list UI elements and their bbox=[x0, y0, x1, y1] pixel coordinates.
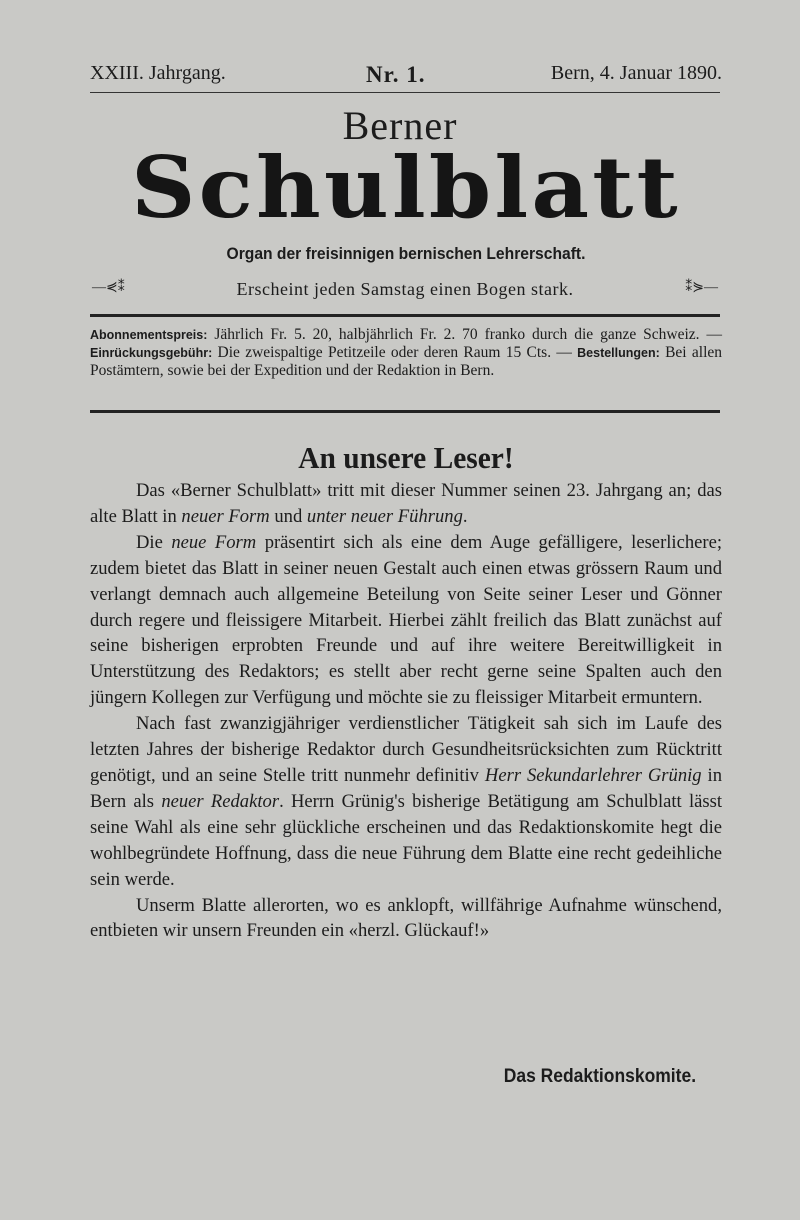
frequency-text: Erscheint jeden Samstag einen Bogen stark. bbox=[236, 279, 574, 299]
paragraph-4: Unserm Blatte allerorten, wo es anklopft, willfährige Aufnahme wünschend, entbieten wir unsern Freunden ein «herzl. Glückauf!» bbox=[90, 894, 722, 942]
p1-text-a: Das «Berner Schulblatt» tritt mit dieser Nummer seinen 23. Jahrgang an; das alte Blatt in bbox=[90, 480, 722, 527]
advert-fee-label: Einrückungsgebühr: bbox=[90, 346, 213, 360]
subscription-text: Jährlich Fr. 5. 20, halbjährlich Fr. 2. 70 franko durch die ganze Schweiz. — bbox=[214, 326, 722, 343]
frequency-line bbox=[90, 279, 720, 303]
p3-text-c: . Herrn Grünig's bisherige Betätigung am Schulblatt lässt seine Wahl als eine sehr glückliche erscheinen und das Redaktionskomite hegt die wohlbegründete Hoffnung, dass die neue Führung dem Blatte eine recht gedeihliche sein werde. bbox=[90, 790, 723, 890]
p3-text-b: in Bern als bbox=[90, 764, 722, 812]
p1-text-b: und bbox=[269, 505, 307, 527]
paragraph-2 bbox=[90, 530, 722, 711]
paragraph-3 bbox=[90, 711, 722, 892]
subtitle: Organ der freisinnigen bernischen Lehrerschaft. bbox=[226, 244, 586, 263]
orders-label: Bestellungen: bbox=[577, 346, 660, 360]
p1-text-c: . bbox=[462, 505, 468, 527]
p1-emphasis-2: unter neuer Führung bbox=[306, 505, 463, 527]
subscription-label: Abonnementspreis: bbox=[90, 328, 208, 342]
p2-emphasis-1: neue Form bbox=[171, 531, 257, 553]
volume-label: XXIII. Jahrgang. bbox=[90, 62, 226, 84]
signature: Das Redaktionskomite. bbox=[503, 1066, 696, 1087]
paragraph-1 bbox=[90, 478, 722, 530]
issue-date: Bern, 4. Januar 1890. bbox=[550, 62, 722, 84]
advert-fee-text: Die zweispaltige Petitzeile oder deren Raum 15 Cts. — bbox=[217, 344, 578, 361]
masthead-rule bbox=[90, 92, 720, 93]
masthead bbox=[90, 62, 722, 92]
top-divider bbox=[90, 314, 720, 317]
title-line-1: Berner bbox=[342, 103, 458, 148]
p2-text-a: Die bbox=[136, 531, 172, 553]
title-line-2: Schulblatt bbox=[131, 138, 681, 237]
p2-text-b: präsentirt sich als eine dem Auge gefälligere, leserlichere; zudem bietet das Blatt in seiner neuen Gestalt auch einen etwas grössern Raum und verlangt demnach auch allgemeine Beteilung von Seite seiner Leser und Gönner durch regere und fleissigere Mitarbeit. Hierbei zählt freilich das Blatt zunächst auf seine bisherigen erprobten Freunde und auf ihre weitere Bereitwilligkeit in Unterstützung des Redaktors; es stellt aber recht gerne seine Spalten auch den jüngern Kollegen zur Verfügung und möchte sie zu fleissiger Mitarbeit ermuntern. bbox=[90, 531, 722, 709]
p3-emphasis-2: neuer Redaktor bbox=[161, 790, 280, 812]
orders-text: Bei allen Postämtern, sowie bei der Expedition und der Redaktion in Bern. bbox=[90, 344, 723, 379]
bottom-divider bbox=[90, 410, 720, 413]
p1-emphasis-1: neuer Form bbox=[181, 505, 270, 527]
issue-number: Nr. 1. bbox=[366, 62, 426, 87]
p3-emphasis-1: Herr Sekundarlehrer Grünig bbox=[484, 764, 702, 786]
subscription-info bbox=[90, 326, 722, 379]
p3-text-a: Nach fast zwanzigjähriger verdienstlicher Tätigkeit sah sich im Laufe des letzten Jahres der bisherige Redaktor durch Gesundheitsrücksichten zum Rücktritt genötigt, und an seine Stelle tritt nunmehr definitiv bbox=[90, 713, 722, 786]
article-headline: An unsere Leser! bbox=[298, 440, 514, 475]
ornament-left: —⋞⁑ bbox=[92, 280, 125, 295]
article-body bbox=[90, 478, 722, 944]
ornament-right: ⁑⋟— bbox=[685, 280, 718, 295]
